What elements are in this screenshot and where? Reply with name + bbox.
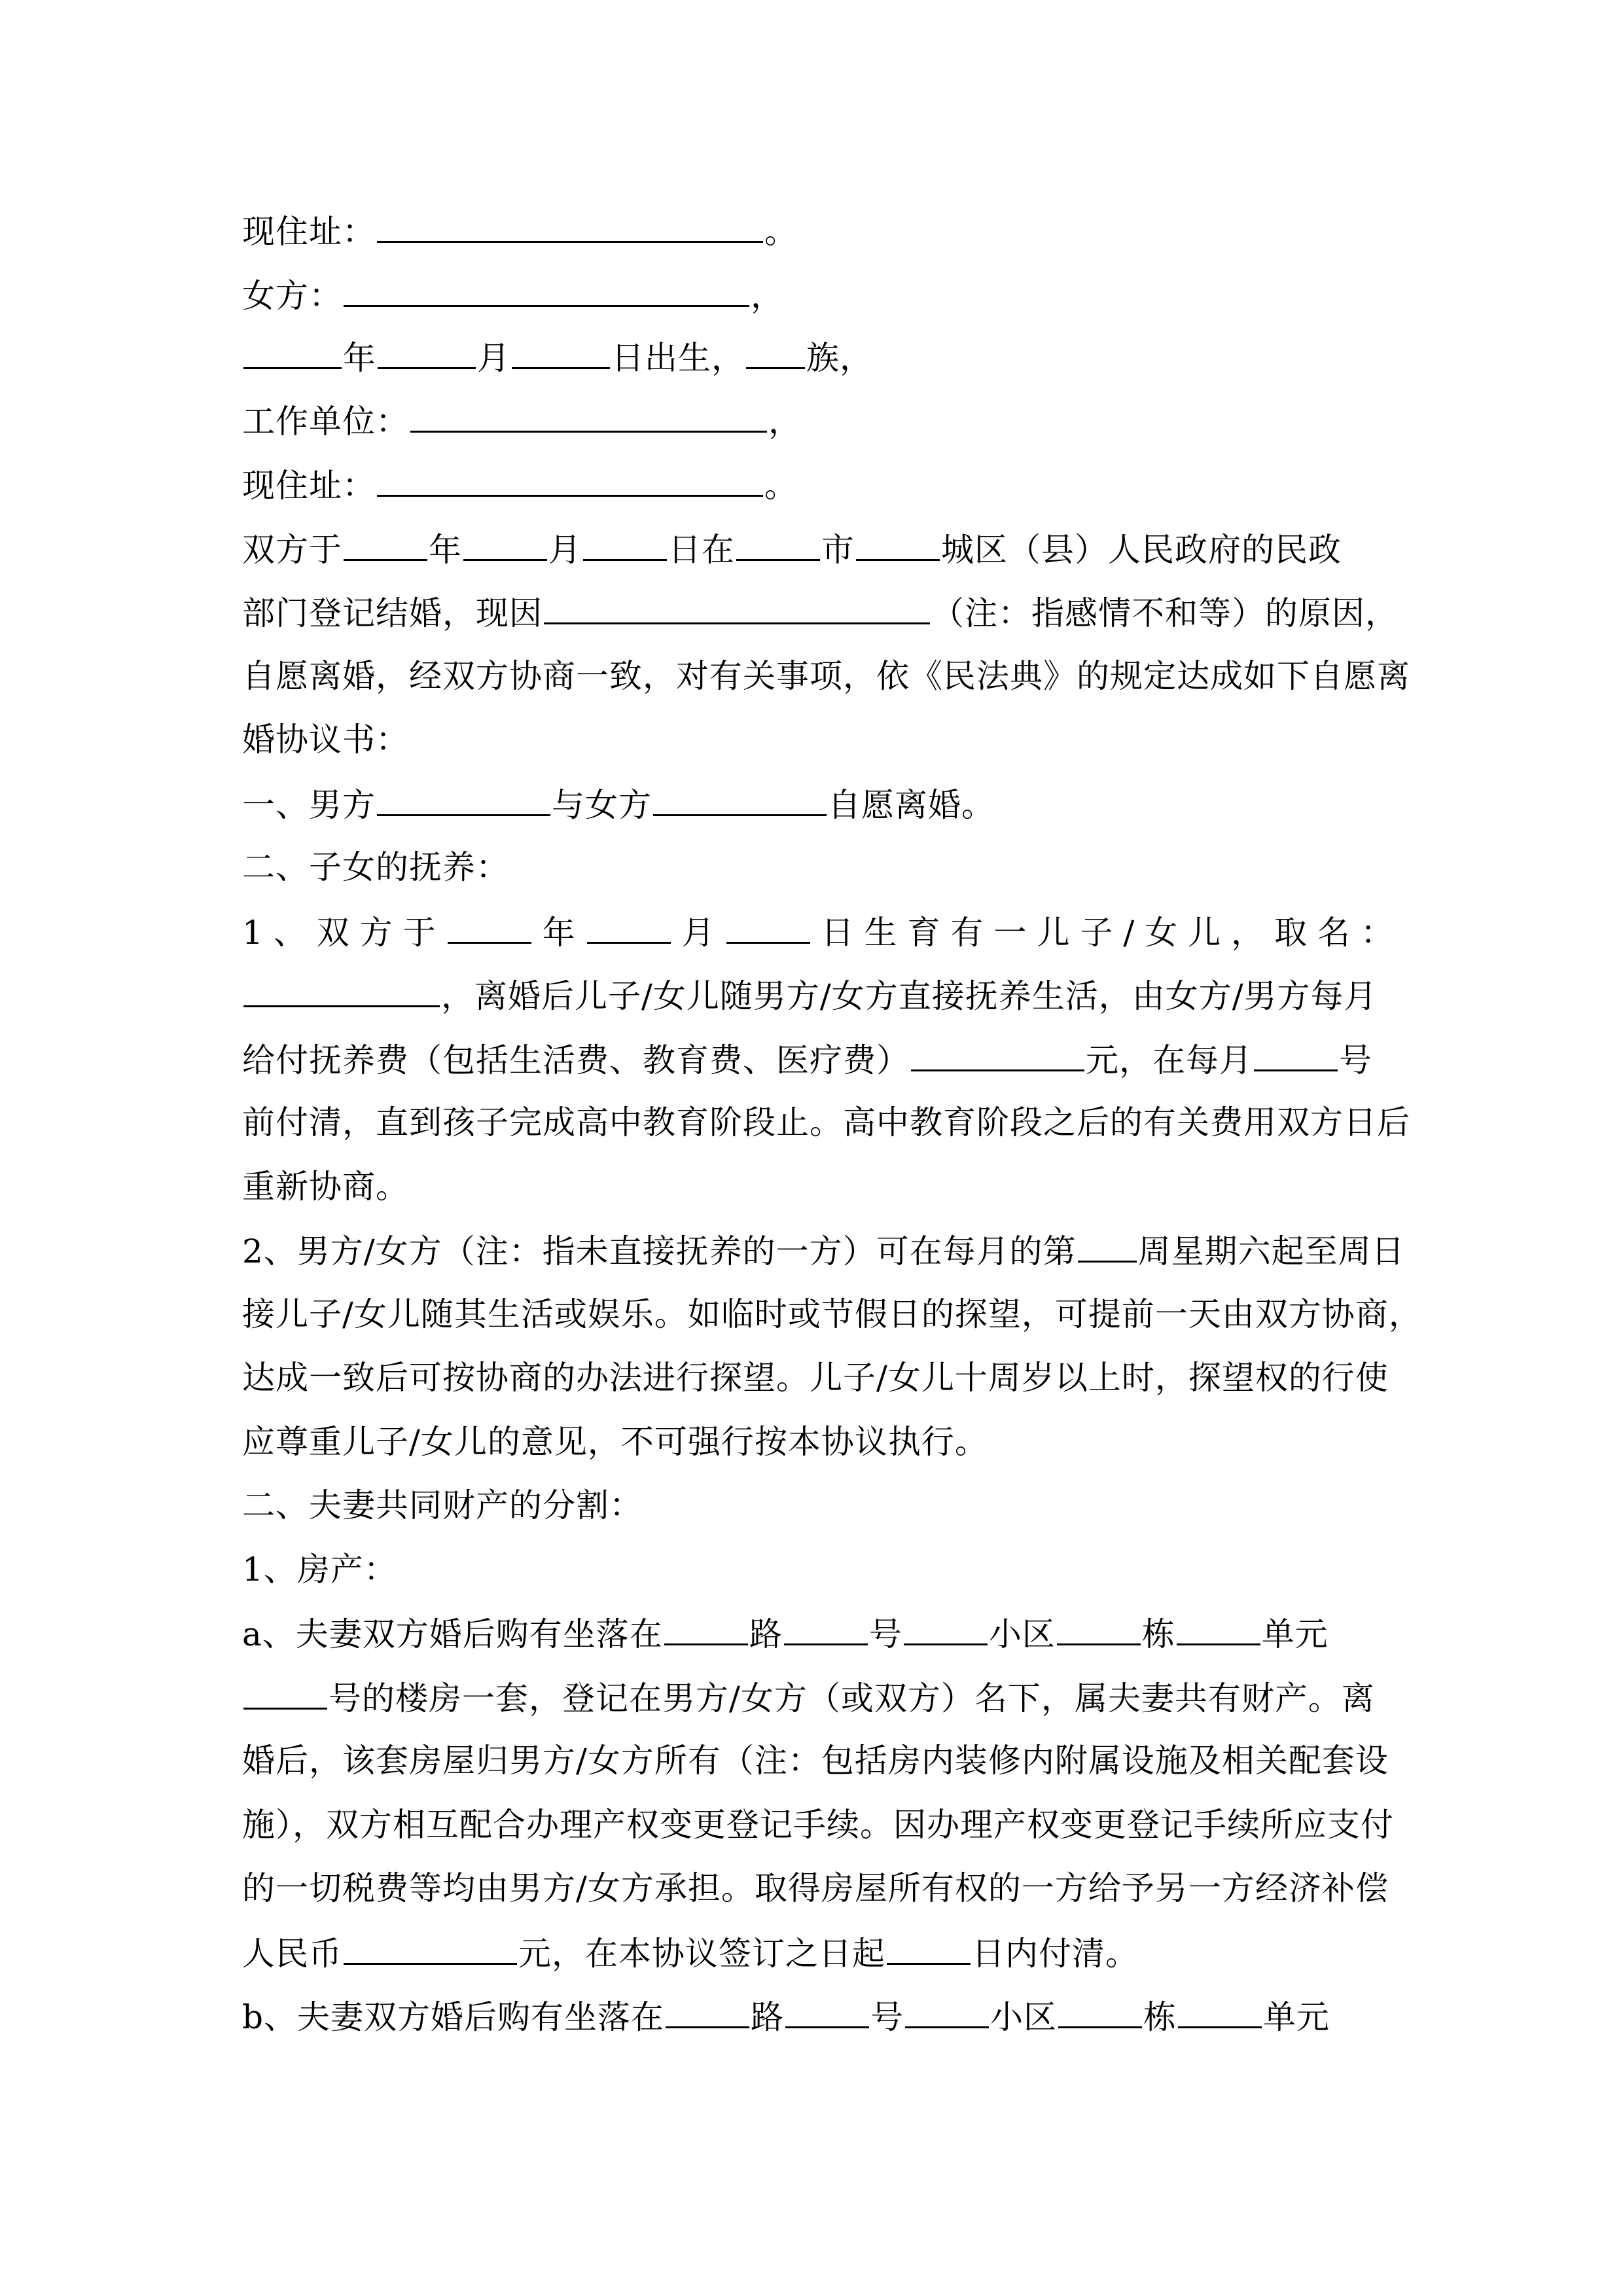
paragraph-line: [242, 975, 1394, 1014]
punctuation: ，: [768, 403, 802, 440]
female-address-line: [242, 465, 1394, 504]
blank-field[interactable]: [664, 1613, 748, 1645]
label-current-address: 现住址：: [242, 467, 376, 505]
punctuation: 。: [764, 467, 798, 505]
text: （注：指感情不和等）的原因，: [931, 594, 1399, 632]
text: 与女方: [552, 786, 652, 824]
text: 二、夫妻共同财产的分割：: [242, 1486, 643, 1524]
text: 接儿子/女儿随其生活或娱乐。如临时或节假日的探望，可提前一天由双方协商，: [242, 1295, 1422, 1333]
paragraph-line: [242, 1996, 1394, 2036]
blank-field[interactable]: [587, 912, 671, 944]
text: 一、男方: [242, 786, 376, 824]
paragraph-line: [242, 592, 1399, 632]
punctuation: 。: [764, 213, 798, 251]
text: 施），双方相互配合办理产权变更登记手续。因办理产权变更登记手续所应支付: [242, 1806, 1394, 1844]
paragraph-line: [242, 1422, 1394, 1462]
paragraph-line: [242, 1167, 1394, 1206]
text: 栋: [1143, 1998, 1177, 2036]
text: 日生育有一儿子/女儿，取名：: [811, 914, 1395, 952]
text: b、夫妻双方婚后购有坐落在: [242, 1998, 665, 2036]
label-current-address: 现住址：: [242, 213, 376, 251]
text: 月: [548, 531, 582, 569]
blank-field[interactable]: [448, 912, 531, 944]
text: 日出生，: [611, 339, 745, 377]
blank-field[interactable]: [1078, 1230, 1137, 1263]
paragraph-line: [242, 1103, 1410, 1142]
female-birth-line: [242, 337, 1394, 376]
paragraph-line: [242, 1805, 1394, 1844]
text: 的一切税费等均由男方/女方承担。取得房屋所有权的一方给予另一方经济补偿: [242, 1869, 1389, 1907]
text: 婚后，该套房屋归男方/女方所有（注：包括房内装修内附属设施及相关配套设: [242, 1742, 1389, 1780]
text: 年: [429, 531, 462, 569]
blank-field[interactable]: [1057, 1613, 1141, 1645]
blank-field[interactable]: [784, 1613, 868, 1645]
blank-field[interactable]: [887, 1933, 971, 1965]
text: 元，在本协议签订之日起: [518, 1935, 885, 1973]
text: 应尊重儿子/女儿的意见，不可强行按本协议执行。: [242, 1423, 988, 1461]
blank-field[interactable]: [377, 211, 763, 243]
paragraph-line: [242, 1613, 1394, 1653]
paragraph-line: [242, 529, 1394, 568]
paragraph-line: [242, 1230, 1405, 1270]
paragraph-line: [242, 720, 1394, 759]
blank-field[interactable]: [377, 465, 763, 497]
text: 日内付清。: [972, 1935, 1139, 1973]
text: 周星期六起至周日: [1137, 1232, 1405, 1270]
text: 元，在每月: [1086, 1041, 1253, 1079]
text: 双方于: [242, 531, 342, 569]
text: 月: [671, 914, 725, 952]
text: 单元: [1261, 1615, 1329, 1653]
paragraph-line: [242, 1869, 1394, 1908]
text: 自愿离婚。: [828, 786, 995, 824]
paragraph-line: [242, 1677, 1394, 1717]
text: 月: [477, 339, 510, 377]
paragraph-line: [242, 656, 1410, 696]
text: 号: [870, 1998, 904, 2036]
text: 达成一致后可按协商的办法进行探望。儿子/女儿十周岁以上时，探望权的行使: [242, 1359, 1389, 1397]
blank-field[interactable]: [911, 1039, 1084, 1071]
text: 前付清，直到孩子完成高中教育阶段止。高中教育阶段之后的有关费用双方日后: [242, 1103, 1410, 1141]
label-female: 女方：: [242, 277, 342, 315]
text: 日在: [668, 531, 735, 569]
text: 小区: [988, 1615, 1056, 1653]
paragraph-line: [242, 1741, 1394, 1780]
text: 给付抚养费（包括生活费、教育费、医疗费）: [242, 1041, 910, 1079]
text: 年: [343, 339, 376, 377]
blank-field[interactable]: [344, 1933, 517, 1965]
blank-field[interactable]: [746, 337, 805, 369]
label-workplace: 工作单位：: [242, 403, 409, 440]
text: 自愿离婚，经双方协商一致，对有关事项，依《民法典》的规定达成如下自愿离: [242, 657, 1410, 695]
blank-field[interactable]: [726, 912, 810, 944]
text: 路: [751, 1998, 785, 2036]
text: 路: [749, 1615, 783, 1653]
blank-field[interactable]: [344, 275, 749, 307]
paragraph-line: [242, 912, 1394, 951]
blank-field[interactable]: [243, 337, 342, 369]
text: 1、房产：: [242, 1551, 397, 1588]
text: 重新协商。: [242, 1168, 409, 1206]
female-name-line: [242, 275, 1394, 314]
blank-field[interactable]: [583, 529, 667, 561]
text: ，离婚后儿子/女儿随男方/女方直接抚养生活，由女方/男方每月: [441, 977, 1378, 1015]
paragraph-line: [242, 1933, 1394, 1972]
text: 号的楼房一套，登记在男方/女方（或双方）名下，属夫妻共有财产。离: [329, 1679, 1375, 1717]
section-heading-property: [242, 1486, 1394, 1525]
clause-1: [242, 784, 1394, 823]
blank-field[interactable]: [512, 337, 610, 369]
text: 单元: [1263, 1998, 1330, 2036]
text: 部门登记结婚，现因: [242, 594, 543, 632]
blank-field[interactable]: [736, 529, 820, 561]
text: 号: [1339, 1041, 1372, 1079]
text: a、夫妻双方婚后购有坐落在: [242, 1615, 663, 1653]
subsection-heading-real-estate: [242, 1550, 1394, 1589]
text: 号: [868, 1615, 902, 1653]
blank-field[interactable]: [463, 529, 547, 561]
blank-field[interactable]: [378, 337, 476, 369]
text: 族，: [806, 339, 873, 377]
text: 人民币: [242, 1935, 342, 1973]
punctuation: ，: [751, 277, 784, 315]
blank-field[interactable]: [905, 1996, 989, 2028]
blank-field[interactable]: [904, 1613, 988, 1645]
text: 城区（县）人民政府的民政: [941, 531, 1342, 569]
paragraph-line: [242, 1039, 1394, 1079]
text: 2、男方/女方（注：指未直接抚养的一方）可在每月的第: [242, 1232, 1077, 1270]
text: 1、双方于: [242, 914, 446, 952]
blank-field[interactable]: [856, 529, 940, 561]
male-address-line: [242, 211, 1394, 250]
text: 栋: [1141, 1615, 1175, 1653]
blank-field[interactable]: [344, 529, 427, 561]
blank-field[interactable]: [1178, 1996, 1262, 2028]
blank-field[interactable]: [666, 1996, 749, 2028]
blank-field[interactable]: [544, 592, 930, 624]
blank-field[interactable]: [1058, 1996, 1142, 2028]
paragraph-line: [242, 1358, 1394, 1397]
blank-field[interactable]: [1254, 1039, 1338, 1071]
female-workplace-line: [242, 401, 1394, 440]
blank-field[interactable]: [243, 975, 440, 1007]
section-heading-custody: [242, 848, 1394, 887]
blank-field[interactable]: [785, 1996, 869, 2028]
blank-field[interactable]: [1177, 1613, 1260, 1645]
blank-field[interactable]: [243, 1677, 327, 1710]
blank-field[interactable]: [377, 784, 550, 816]
text: 市: [821, 531, 855, 569]
blank-field[interactable]: [653, 784, 827, 816]
text: 婚协议书：: [242, 721, 409, 759]
text: 年: [532, 914, 586, 952]
text: 二、子女的抚养：: [242, 848, 509, 886]
text: 小区: [990, 1998, 1058, 2036]
paragraph-line: [242, 1295, 1422, 1334]
blank-field[interactable]: [410, 401, 767, 433]
